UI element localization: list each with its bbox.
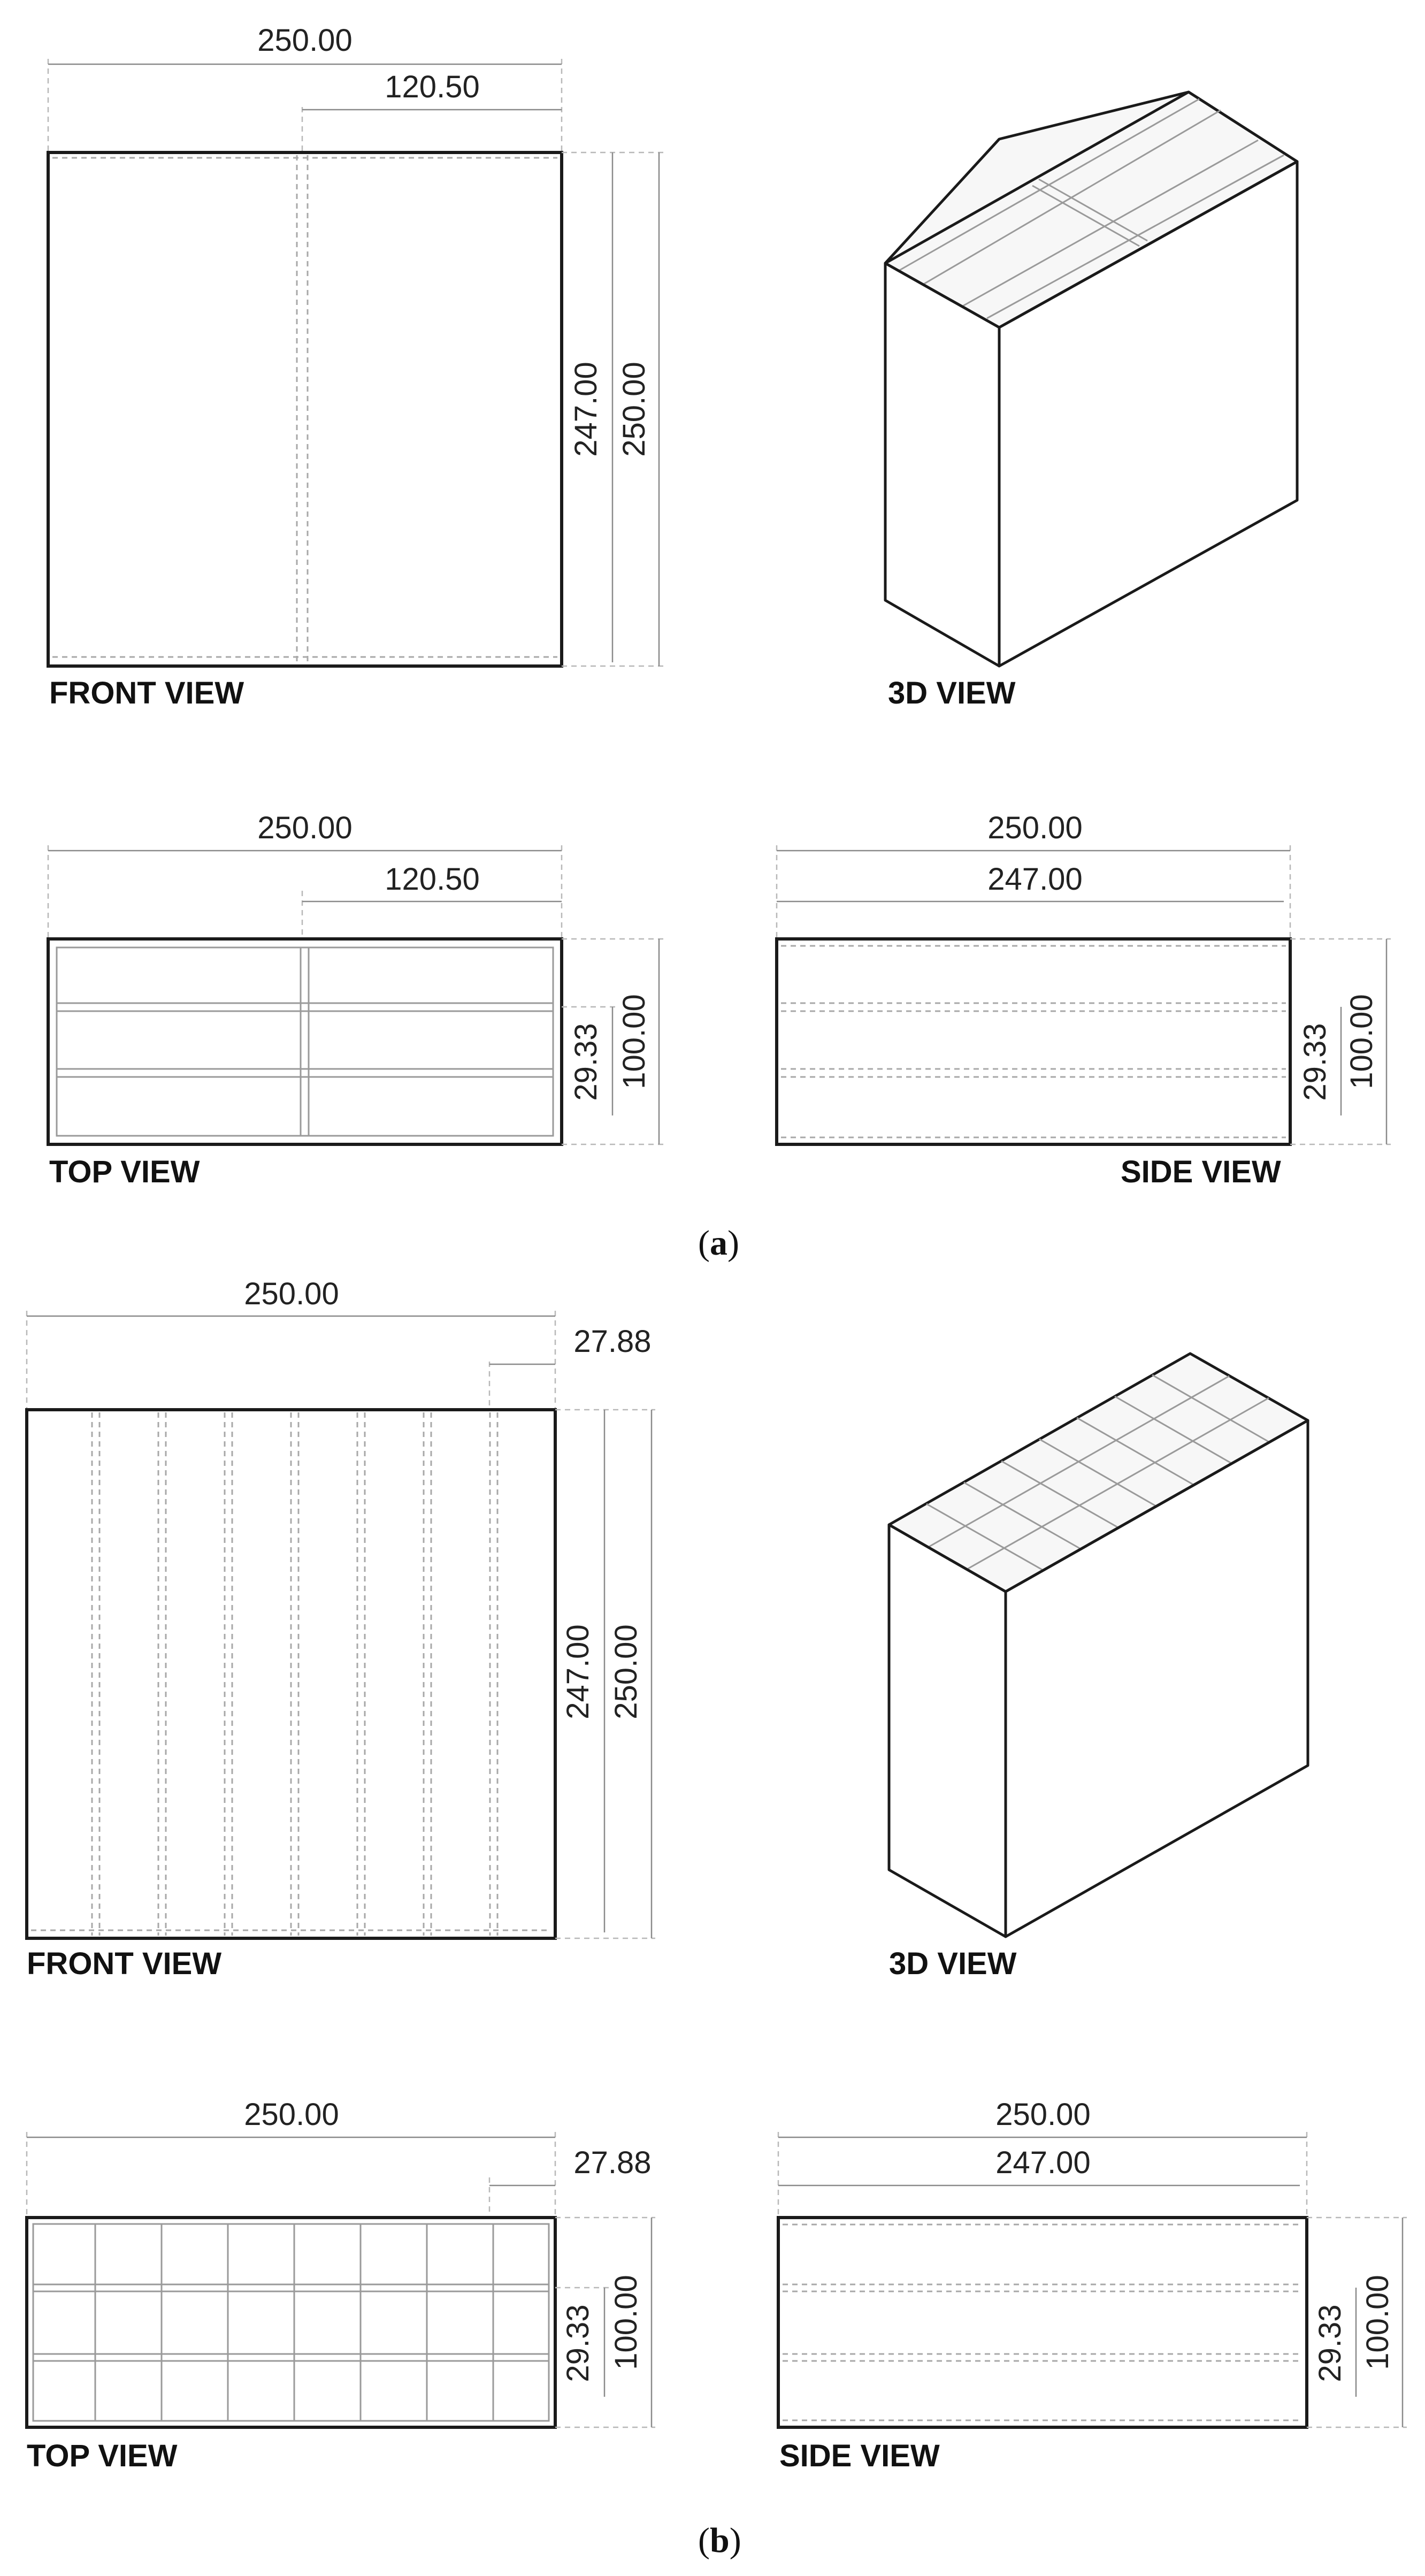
iso-front-face (889, 1525, 1006, 1937)
dim-partial: 120.50 (385, 70, 480, 104)
dim-depth: 100.00 (1360, 2275, 1395, 2370)
iso-front-face (885, 263, 999, 666)
side-view-label: SIDE VIEW (779, 2439, 940, 2473)
top-view-a (48, 811, 663, 1189)
side-outline (777, 939, 1290, 1144)
dim-inner-height: 247.00 (561, 1624, 595, 1719)
panel-a (48, 23, 1391, 1263)
dim-depth: 100.00 (1344, 994, 1379, 1089)
dim-partial: 27.88 (573, 1324, 652, 1359)
front-outline (48, 152, 562, 666)
iso-view-b (889, 1354, 1308, 1981)
dim-inner-width: 247.00 (995, 2145, 1091, 2180)
side-view-b (778, 2097, 1407, 2473)
dim-height: 250.00 (617, 362, 652, 457)
top-view-b (27, 2097, 655, 2473)
front-view-a (48, 23, 663, 710)
top-outline (48, 939, 562, 1144)
dim-partial: 120.50 (385, 862, 480, 897)
caption-b: (b) (698, 2521, 741, 2560)
dim-width: 250.00 (987, 811, 1083, 845)
dim-cell: 29.33 (1298, 1023, 1332, 1101)
dim-width: 250.00 (257, 23, 353, 58)
dim-cell: 29.33 (569, 1023, 603, 1101)
front-view-b (27, 1276, 655, 1981)
dim-cell: 29.33 (1313, 2304, 1347, 2382)
panel-b (27, 1276, 1407, 2560)
dim-width: 250.00 (995, 2097, 1091, 2132)
dim-height: 250.00 (609, 1624, 643, 1719)
iso-view-label: 3D VIEW (888, 676, 1016, 710)
front-partitions (31, 1412, 551, 1936)
side-outline (778, 2218, 1307, 2427)
top-view-label: TOP VIEW (49, 1155, 200, 1189)
caption-a: (a) (698, 1224, 739, 1263)
dim-inner-width: 247.00 (987, 862, 1083, 897)
side-view-a (777, 811, 1391, 1189)
front-view-label: FRONT VIEW (27, 1946, 222, 1981)
top-grid (33, 2224, 549, 2421)
side-view-label: SIDE VIEW (1121, 1155, 1281, 1189)
front-view-label: FRONT VIEW (49, 676, 244, 710)
dim-inner-height: 247.00 (569, 362, 603, 457)
dim-depth: 100.00 (609, 2275, 643, 2370)
iso-view-a (885, 92, 1297, 710)
dim-width: 250.00 (244, 2097, 339, 2132)
dim-width: 250.00 (244, 1276, 339, 1311)
dim-depth: 100.00 (617, 994, 652, 1089)
dim-partial: 27.88 (573, 2145, 652, 2180)
iso-view-label: 3D VIEW (889, 1946, 1017, 1981)
top-outline (27, 2218, 555, 2427)
dim-width: 250.00 (257, 811, 353, 845)
dim-cell: 29.33 (561, 2304, 595, 2382)
top-view-label: TOP VIEW (27, 2439, 178, 2473)
